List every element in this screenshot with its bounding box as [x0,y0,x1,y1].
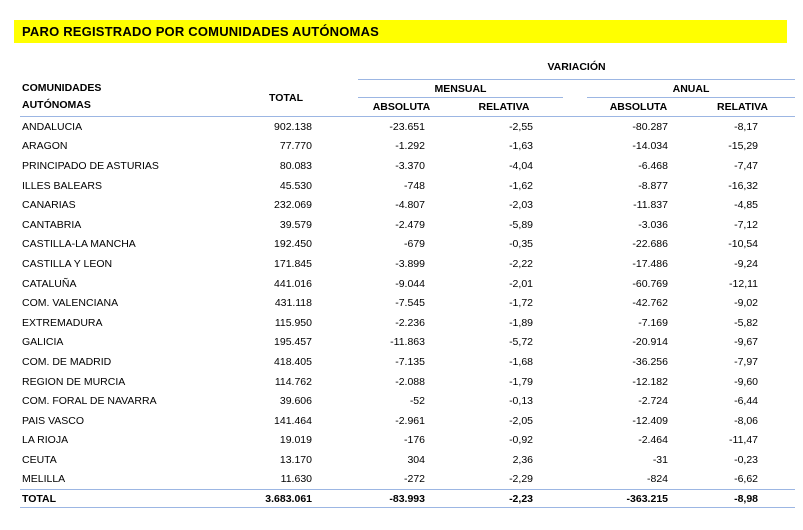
table-row [20,156,795,176]
cell-region: LA RIOJA [22,434,69,447]
table-row [20,274,795,294]
spacer-cell [322,235,358,255]
cell-anual-relativa: -9,24 [734,257,759,270]
cell-mensual-absoluta: -2.479 [395,218,425,231]
cell-mensual-relativa: -0,92 [509,434,533,447]
cell-anual-relativa: -12,11 [729,277,759,290]
cell-total: 418.405 [274,355,312,368]
spacer-cell [563,293,587,313]
cell-region: MELILLA [22,473,66,486]
cell-mensual-absoluta: -272 [403,473,425,486]
cell-anual-absoluta: -3.036 [638,218,668,231]
total-column-header: TOTAL [250,55,322,117]
cell-mensual-absoluta: -679 [403,238,425,251]
monthly-relative-header: RELATIVA [445,98,563,117]
cell-mensual-absoluta: -4.807 [395,199,425,212]
cell-region: CEUTA [22,453,57,466]
cell-anual-absoluta: -60.769 [632,277,668,290]
cell-anual-relativa: -8,98 [690,489,795,508]
monthly-absolute-header: ABSOLUTA [358,98,445,117]
spacer-cell [563,274,587,294]
cell-mensual-relativa: -5,72 [509,336,533,349]
cell-mensual-absoluta: -2.088 [395,375,425,388]
annual-absolute-header: ABSOLUTA [587,98,690,117]
cell-region: PAIS VASCO [22,414,85,427]
table-row [20,411,795,431]
cell-mensual-relativa: -1,79 [509,375,533,388]
spacer-cell [322,352,358,372]
table-row [20,391,795,411]
cell-anual-relativa: -6,62 [734,473,759,486]
spacer-cell [563,137,587,157]
cell-anual-absoluta: -31 [652,453,668,466]
spacer-cell [322,293,358,313]
table-row [20,117,795,137]
cell-anual-absoluta: -36.256 [632,355,668,368]
cell-mensual-absoluta: -52 [409,395,425,408]
cell-total: 232.069 [274,199,312,212]
total-row [20,489,795,508]
spacer-cell [563,156,587,176]
cell-mensual-relativa: -2,55 [509,120,533,133]
spacer-cell [322,176,358,196]
cell-mensual-absoluta: -23.651 [389,120,425,133]
table-body [20,117,795,489]
spacer-cell [563,470,587,490]
spacer-cell [322,470,358,490]
cell-anual-relativa: -8,06 [734,414,759,427]
cell-anual-absoluta: -80.287 [632,120,668,133]
table-row [20,450,795,470]
variation-group-header: VARIACIÓN [358,55,795,80]
spacer-cell [563,391,587,411]
cell-anual-relativa: -15,29 [728,140,759,153]
cell-anual-relativa: -0,23 [734,453,759,466]
spacer-cell [322,274,358,294]
spacer-cell [563,215,587,235]
table-footer [20,489,795,508]
cell-anual-relativa: -5,82 [734,316,759,329]
unemployment-table [20,55,795,508]
spacer-cell [563,372,587,392]
spacer-cell [563,313,587,333]
cell-mensual-relativa: -1,72 [509,297,533,310]
cell-mensual-absoluta: -9.044 [395,277,425,290]
spacer-cell [322,215,358,235]
cell-region: PRINCIPADO DE ASTURIAS [22,159,159,172]
cell-region: COM. DE MADRID [22,355,112,368]
spacer-cell [322,195,358,215]
cell-region: CATALUÑA [22,277,77,290]
cell-region: COM. FORAL DE NAVARRA [22,395,157,408]
table-row [20,176,795,196]
cell-region: TOTAL [20,489,250,508]
cell-mensual-relativa: -2,22 [509,257,533,270]
table-row [20,470,795,490]
spacer-cell [563,431,587,451]
cell-anual-absoluta: -6.468 [638,159,668,172]
cell-region: ANDALUCIA [22,120,83,133]
cell-total: 192.450 [274,238,312,251]
spacer-cell [322,333,358,353]
cell-region: COM. VALENCIANA [22,297,119,310]
cell-region: ARAGON [22,140,68,153]
cell-anual-relativa: -9,67 [734,336,759,349]
cell-total: 13.170 [279,453,312,466]
table-row [20,431,795,451]
cell-mensual-absoluta: -1.292 [395,140,425,153]
spacer-cell [563,117,587,137]
cell-anual-relativa: -7,12 [734,218,759,231]
cell-total: 114.762 [274,375,312,388]
cell-region: ILLES BALEARS [22,179,102,192]
cell-anual-relativa: -11,47 [729,434,759,447]
spacer-cell [322,137,358,157]
cell-anual-absoluta: -2.724 [638,395,668,408]
cell-region: GALICIA [22,336,64,349]
table-row [20,137,795,157]
cell-total: 902.138 [274,120,312,133]
region-column-header [20,55,250,117]
monthly-group-header: MENSUAL [358,80,563,98]
cell-anual-relativa: -9,02 [734,297,759,310]
region-header-line1: COMUNIDADES [22,82,102,94]
cell-mensual-relativa: -2,29 [509,473,533,486]
cell-mensual-absoluta: 304 [407,453,425,466]
region-header-line2: AUTÓNOMAS [22,99,91,111]
cell-anual-absoluta: -8.877 [638,179,668,192]
cell-mensual-absoluta: -83.993 [358,489,445,508]
cell-anual-relativa: -7,97 [734,355,759,368]
cell-total: 19.019 [279,434,312,447]
cell-region: CANARIAS [22,199,76,212]
table-header [20,55,795,117]
cell-mensual-absoluta: -748 [403,179,425,192]
cell-mensual-relativa: -1,63 [509,140,533,153]
spacer-cell [322,313,358,333]
cell-anual-relativa: -10,54 [728,238,759,251]
cell-mensual-relativa: -1,68 [509,355,533,368]
spacer-cell [563,195,587,215]
cell-total: 195.457 [274,336,312,349]
cell-total: 77.770 [279,140,312,153]
cell-total: 80.083 [279,159,312,172]
cell-region: CANTABRIA [22,218,82,231]
table-row [20,352,795,372]
spacer-cell [322,254,358,274]
spacer-cell [322,372,358,392]
spacer-cell [563,176,587,196]
cell-mensual-absoluta: -176 [403,434,425,447]
cell-anual-relativa: -8,17 [734,120,759,133]
spacer-cell [563,450,587,470]
cell-mensual-relativa: -1,62 [509,179,533,192]
cell-mensual-absoluta: -7.135 [395,355,425,368]
cell-mensual-relativa: -2,23 [445,489,563,508]
spacer-cell [563,411,587,431]
spacer-cell [563,333,587,353]
spacer-cell [322,431,358,451]
cell-mensual-absoluta: -3.899 [395,257,425,270]
annual-relative-header: RELATIVA [690,98,795,117]
cell-mensual-relativa: -0,35 [509,238,533,251]
cell-anual-absoluta: -824 [646,473,668,486]
cell-mensual-relativa: -4,04 [509,159,533,172]
cell-total: 11.630 [280,473,312,486]
cell-anual-relativa: -4,85 [734,199,759,212]
cell-anual-absoluta: -363.215 [587,489,690,508]
table-row [20,313,795,333]
cell-total: 171.845 [274,257,312,270]
spacer-cell [322,391,358,411]
spacer-cell [563,352,587,372]
cell-total: 431.118 [274,297,312,310]
cell-anual-absoluta: -7.169 [638,316,668,329]
cell-anual-absoluta: -42.762 [632,297,668,310]
cell-anual-relativa: -9,60 [734,375,759,388]
cell-mensual-relativa: -2,01 [509,277,533,290]
cell-anual-absoluta: -12.182 [632,375,668,388]
spacer-cell [322,489,358,508]
table-row [20,195,795,215]
cell-mensual-relativa: -5,89 [509,218,533,231]
cell-region: EXTREMADURA [22,316,103,329]
cell-region: CASTILLA-LA MANCHA [22,238,136,251]
cell-mensual-absoluta: -2.236 [395,316,425,329]
page-title: PARO REGISTRADO POR COMUNIDADES AUTÓNOMAS [14,20,787,43]
table-row [20,293,795,313]
spacer-cell [563,235,587,255]
cell-mensual-absoluta: -3.370 [395,159,425,172]
cell-anual-relativa: -7,47 [734,159,759,172]
cell-anual-relativa: -6,44 [734,395,759,408]
table-row [20,333,795,353]
spacer-cell [563,254,587,274]
cell-total: 441.016 [274,277,312,290]
cell-anual-absoluta: -2.464 [638,434,668,447]
cell-anual-absoluta: -12.409 [632,414,668,427]
spacer-cell [322,411,358,431]
cell-region: CASTILLA Y LEON [22,257,113,270]
cell-anual-absoluta: -17.486 [632,257,668,270]
cell-mensual-relativa: -1,89 [509,316,533,329]
gap-column [563,80,587,98]
cell-anual-absoluta: -11.837 [633,199,668,212]
cell-mensual-relativa: -2,05 [509,414,533,427]
spacer-cell [322,450,358,470]
gap-column [563,98,587,117]
cell-mensual-relativa: 2,36 [512,453,533,466]
spacer-cell [322,156,358,176]
table-row [20,372,795,392]
spacer-column [322,55,358,117]
table-row [20,254,795,274]
cell-total: 39.606 [279,395,312,408]
variation-header-row [20,55,795,80]
cell-mensual-relativa: -2,03 [509,199,533,212]
table-row [20,235,795,255]
table-row [20,215,795,235]
spacer-cell [322,117,358,137]
cell-mensual-absoluta: -2.961 [395,414,425,427]
annual-group-header: ANUAL [587,80,795,98]
cell-anual-relativa: -16,32 [728,179,759,192]
cell-anual-absoluta: -22.686 [632,238,668,251]
cell-total: 3.683.061 [250,489,322,508]
cell-mensual-absoluta: -11.863 [390,336,425,349]
spacer-cell [563,489,587,508]
cell-mensual-relativa: -0,13 [509,395,533,408]
cell-total: 39.579 [279,218,312,231]
cell-total: 45.530 [279,179,312,192]
cell-anual-absoluta: -14.034 [632,140,668,153]
cell-total: 115.950 [274,316,312,329]
cell-anual-absoluta: -20.914 [632,336,668,349]
cell-region: REGION DE MURCIA [22,375,126,388]
cell-total: 141.464 [274,414,312,427]
cell-mensual-absoluta: -7.545 [395,297,425,310]
